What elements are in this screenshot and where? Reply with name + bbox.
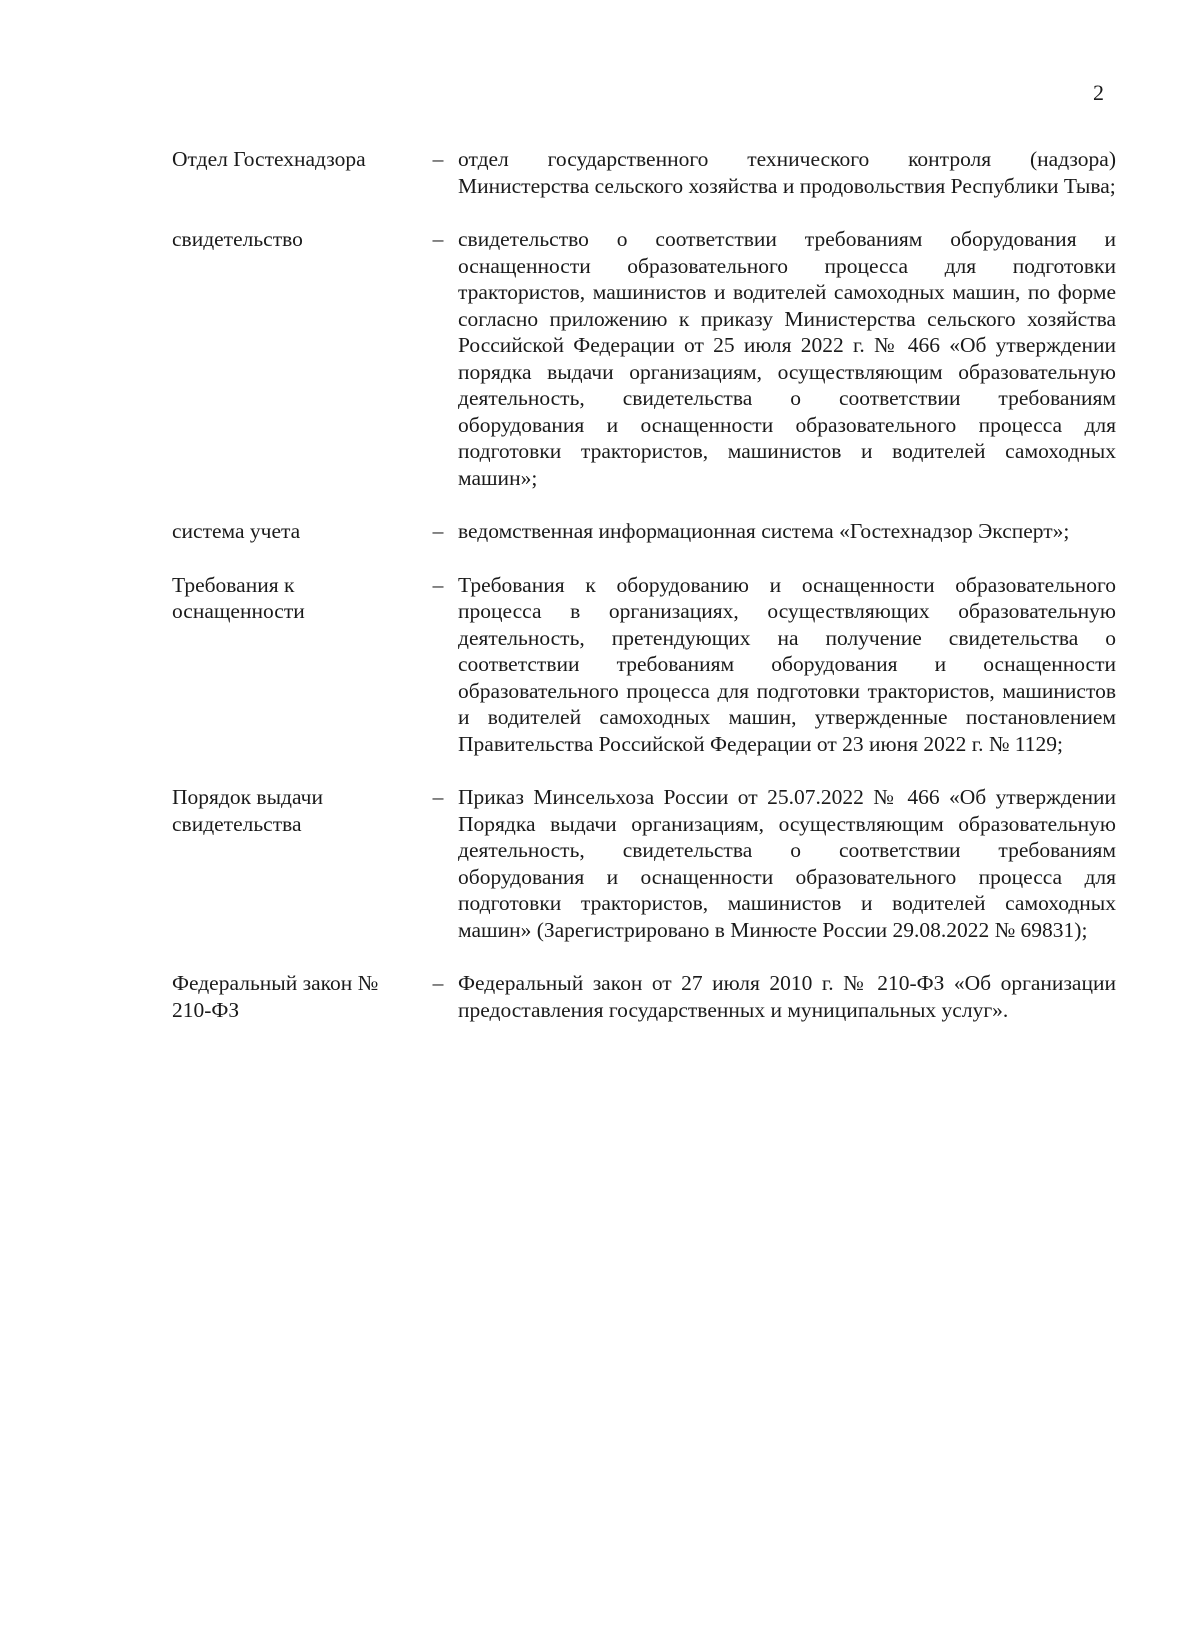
definition-row	[172, 518, 1116, 545]
definition-term: Требования к оснащенности	[172, 572, 305, 623]
definition-text: отдел государственного технического контроля (надзора) Министерства сельского хозяйства и продовольствия Республики Тыва;	[458, 147, 1116, 198]
definition-row	[172, 226, 1116, 491]
definition-dash: –	[432, 785, 444, 809]
definition-term: Порядок выдачи свидетельства	[172, 785, 323, 836]
definition-text: свидетельство о соответствии требованиям оборудования и оснащенности образовательного процесса для подготовки трактористов, машинистов и водителей самоходных машин, по форме согласно приложению к приказу Министерства сельского хозяйства Российской Федерации от 25 июля 2022 г. № 466 «Об утверждении порядка выдачи организациям, осуществляющим образовательную деятельность, свидетельства о соответствии требованиям оборудования и оснащенности образовательного процесса для подготовки трактористов, машинистов и водителей самоходных машин»;	[458, 227, 1116, 490]
page-number: 2	[1093, 80, 1104, 105]
definition-text: ведомственная информационная система «Гостехнадзор Эксперт»;	[458, 519, 1070, 543]
definitions-list	[172, 146, 1116, 1023]
definition-term: свидетельство	[172, 227, 303, 251]
definition-dash: –	[432, 971, 444, 995]
definition-term: Отдел Гостехнадзора	[172, 147, 366, 171]
definition-row	[172, 146, 1116, 199]
definition-dash: –	[432, 147, 444, 171]
definition-term: Федеральный закон № 210-ФЗ	[172, 971, 379, 1022]
definition-row	[172, 784, 1116, 943]
definition-dash: –	[432, 519, 444, 543]
definition-text: Федеральный закон от 27 июля 2010 г. № 210-ФЗ «Об организации предоставления государственных и муниципальных услуг».	[458, 971, 1116, 1022]
definition-dash: –	[432, 572, 444, 597]
definition-row	[172, 970, 1116, 1023]
definition-text: Требования к оборудованию и оснащенности образовательного процесса в организациях, осуществляющих образовательную деятельность, претендующих на получение свидетельства о соответствии требованиям оборудования и оснащенности образовательного процесса для подготовки трактористов, машинистов и водителей самоходных машин, утвержденные постановлением Правительства Российской Федерации от 23 июня 2022 г. № 1129;	[458, 572, 1116, 756]
definition-row	[172, 572, 1116, 758]
definition-term: система учета	[172, 519, 301, 543]
definition-text: Приказ Минсельхоза России от 25.07.2022 № 466 «Об утверждении Порядка выдачи организациям, осуществляющим образовательную деятельность, свидетельства о соответствии требованиям оборудования и оснащенности образовательного процесса для подготовки трактористов, машинистов и водителей самоходных машин» (Зарегистрировано в Минюсте России 29.08.2022 № 69831);	[458, 785, 1116, 942]
definition-dash: –	[432, 227, 444, 251]
